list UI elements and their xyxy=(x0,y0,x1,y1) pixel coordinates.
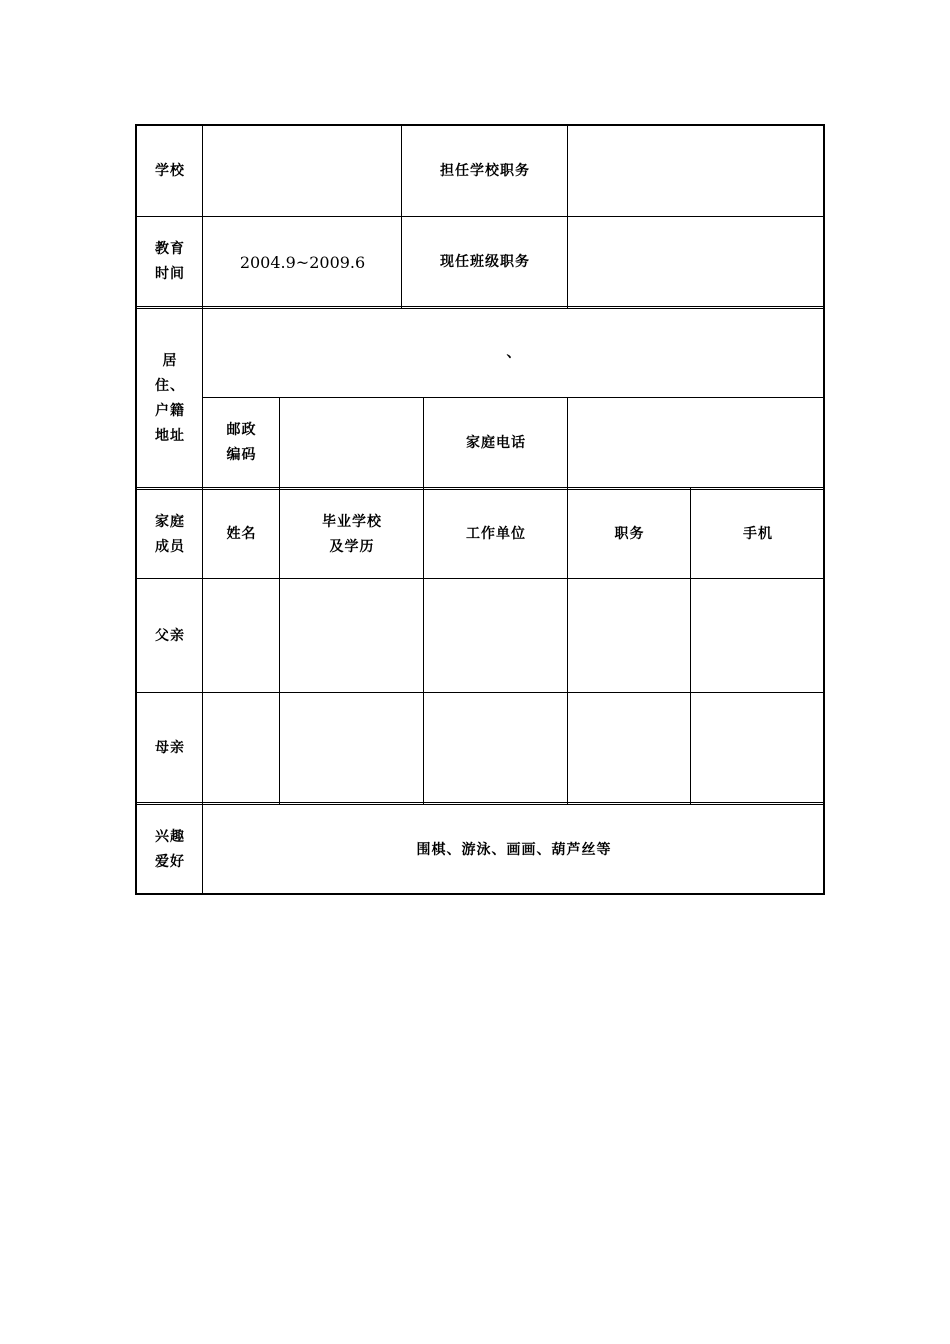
postcode-value[interactable] xyxy=(280,398,424,488)
mother-label: 母亲 xyxy=(155,739,185,756)
mother-name-cell[interactable] xyxy=(203,693,280,803)
class-post-value[interactable] xyxy=(568,217,825,307)
column-header-name: 姓名 xyxy=(226,526,257,542)
school-value[interactable] xyxy=(203,126,402,217)
school-post-label: 担任学校职务 xyxy=(440,163,530,179)
edu-time-label: 教育 时间 xyxy=(155,241,185,282)
father-name-cell[interactable] xyxy=(203,579,280,693)
hobby-label: 兴趣 爱好 xyxy=(155,829,185,870)
info-form-table xyxy=(135,124,825,895)
father-position-cell[interactable] xyxy=(568,579,691,693)
mother-mobile-cell[interactable] xyxy=(691,693,825,803)
column-header-position: 职务 xyxy=(614,526,645,542)
school-label: 学校 xyxy=(155,163,185,179)
postcode-label: 邮政 编码 xyxy=(226,422,257,463)
edu-time-value[interactable]: 2004.9~2009.6 xyxy=(239,252,366,272)
father-mobile-cell[interactable] xyxy=(691,579,825,693)
mother-employer-cell[interactable] xyxy=(424,693,568,803)
home-phone-value[interactable] xyxy=(568,398,825,488)
father-school-cell[interactable] xyxy=(280,579,424,693)
mother-position-cell[interactable] xyxy=(568,693,691,803)
home-phone-label: 家庭电话 xyxy=(466,434,526,451)
mother-school-cell[interactable] xyxy=(280,693,424,803)
address-value[interactable]: 、 xyxy=(506,344,522,361)
column-header-school: 毕业学校 及学历 xyxy=(322,513,382,555)
column-header-mobile: 手机 xyxy=(743,526,773,542)
father-employer-cell[interactable] xyxy=(424,579,568,693)
address-label: 居 住、 户籍 地址 xyxy=(155,352,185,444)
school-post-value[interactable] xyxy=(568,126,825,217)
family-label: 家庭 成员 xyxy=(155,513,185,555)
class-post-label: 现任班级职务 xyxy=(440,253,530,270)
column-header-employer: 工作单位 xyxy=(466,526,526,542)
hobby-value[interactable]: 围棋、游泳、画画、葫芦丝等 xyxy=(416,841,612,858)
father-label: 父亲 xyxy=(155,627,185,644)
